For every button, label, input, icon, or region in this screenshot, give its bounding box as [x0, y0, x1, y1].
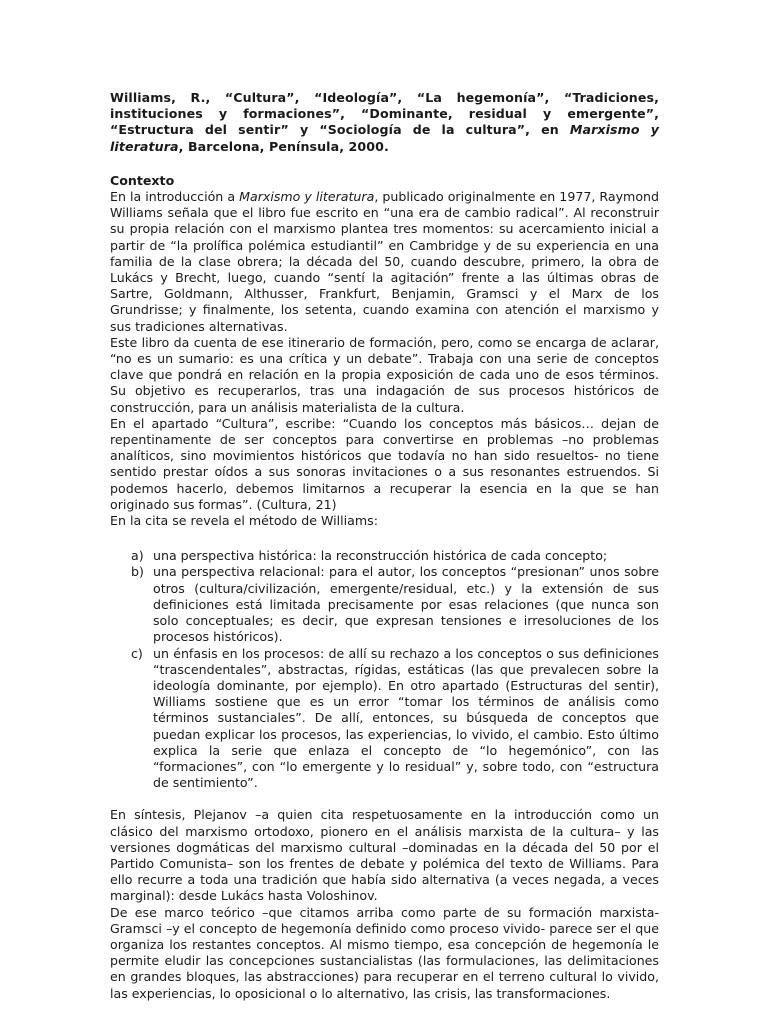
paragraph-book-purpose: Este libro da cuenta de ese itinerario de formación, pero, como se encarga de aclarar, “no es un sumario: es una crítica y un debate”. Trabaja con una serie de conceptos clave que pondrá en relación en la propia exposición de cada uno de esos términos. Su objetivo es recuperarlos, tras una indagación de sus procesos históricos de construcción, para un análisis materialista de la cultura. [110, 334, 659, 415]
list-item-text: un énfasis en los procesos: de allí su rechazo a los conceptos o sus definiciones “trascendentales”, abstractas, rígidas, estáticas (las que prevalecen sobre la ideología dominante, por ejemplo). En otro apartado (Estructuras del sentir), Williams sostiene que es un error “tomar los términos de análisis como términos sustanciales”. De allí, entonces, su búsqueda de conceptos que puedan explicar los procesos, las experiencias, lo vivido, el cambio. Esto último explica la serie que enlaza el concepto de “lo hegemónico”, con las “formaciones”, con “lo emergente y lo residual” y, sobre todo, con “estructura de sentimiento”. [153, 645, 659, 791]
paragraph-introduction-body: , publicado originalmente en 1977, Raymond Williams señala que el libro fue escrito en “una era de cambio radical”. Al reconstruir su propia relación con el marxismo plantea tres momentos: su acercamiento inicial a partir de “la prolífica polémica estudiantil” en Cambridge y de su experiencia en una familia de la clase obrera; la década del 50, cuando descubre, primero, la obra de Lukács y Brecht, luego, cuando “sentí la agitación” frente a las últimas obras de Sartre, Goldmann, Althusser, Frankfurt, Benjamin, Gramsci y el Marx de los Grundrisse; y finalmente, los setenta, cuando examina con atención el marxismo y sus tradiciones alternativas. [110, 189, 659, 334]
bibliographic-citation [110, 90, 659, 155]
paragraph-hegemony: De ese marco teórico –que citamos arriba como parte de su formación marxista- Gramsci –y el concepto de hegemonía definido como proceso vivido- parece ser el que organiza los restantes conceptos. Al mismo tiempo, esa concepción de hegemonía le permite eludir las concepciones sustancialistas (las formulaciones, las delimitaciones en grandes bloques, las abstracciones) para recuperar en el terreno cultural lo vivido, las experiencias, lo oposicional o lo alternativo, las crisis, las transformaciones. [110, 904, 659, 1001]
list-marker: b) [131, 564, 144, 580]
paragraph-cultura-quote: En el apartado “Cultura”, escribe: “Cuando los conceptos más básicos… dejan de repentinamente de ser conceptos para convertirse en problemas –no problemas analíticos, sino movimientos históricos que todavía no han sido resueltos- no tiene sentido prestar oídos a sus sonoras invitaciones o a sus resonantes estruendos. Si podemos hacerlo, debemos limitarnos a recuperar la esencia en la que se han originado sus formas”. (Cultura, 21) [110, 415, 659, 512]
citation-authors-and-chapters: Williams, R., “Cultura”, “Ideología”, “La hegemonía”, “Tradiciones, instituciones y formaciones”, “Dominante, residual y emergente”, “Estructura del sentir” y “Sociología de la cultura”, en [110, 90, 659, 138]
paragraph-introduction-book-title: Marxismo y literatura [239, 189, 375, 205]
method-list [110, 548, 659, 791]
method-list-item [110, 548, 659, 564]
paragraph-synthesis: En síntesis, Plejanov –a quien cita respetuosamente en la introducción como un clásico del marxismo ortodoxo, pionero en el análisis marxista de la cultura– y las versiones dogmáticas del marxismo cultural –dominadas en la década del 50 por el Partido Comunista– son los frentes de debate y polémica del texto de Williams. Para ello recurre a toda una tradición que había sido alternativa (a veces negada, a veces marginal): desde Lukács hasta Voloshinov. [110, 807, 659, 904]
list-marker: c) [131, 645, 143, 661]
citation-book-title: Marxismo y literatura [110, 122, 660, 154]
paragraph-introduction [110, 189, 659, 335]
list-item-text: una perspectiva relacional: para el autor, los conceptos “presionan” unos sobre otros (cultura/civilización, emergente/residual, etc.) y la extensión de sus definiciones está limitada precisamente por esas relaciones (que nunca son solo conceptuales; es decir, que expresan tensiones e irresoluciones de los procesos históricos). [153, 564, 659, 645]
method-list-item [110, 646, 659, 792]
method-list-item [110, 564, 659, 645]
citation-publication-info: , Barcelona, Península, 2000. [178, 138, 389, 154]
list-item-text: una perspectiva histórica: la reconstrucción histórica de cada concepto; [153, 548, 608, 564]
section-heading: Contexto [110, 172, 175, 188]
paragraph-introduction-lead: En la introducción a [110, 189, 240, 205]
paragraph-method-intro: En la cita se revela el método de Williams: [110, 513, 378, 529]
list-marker: a) [131, 548, 144, 564]
